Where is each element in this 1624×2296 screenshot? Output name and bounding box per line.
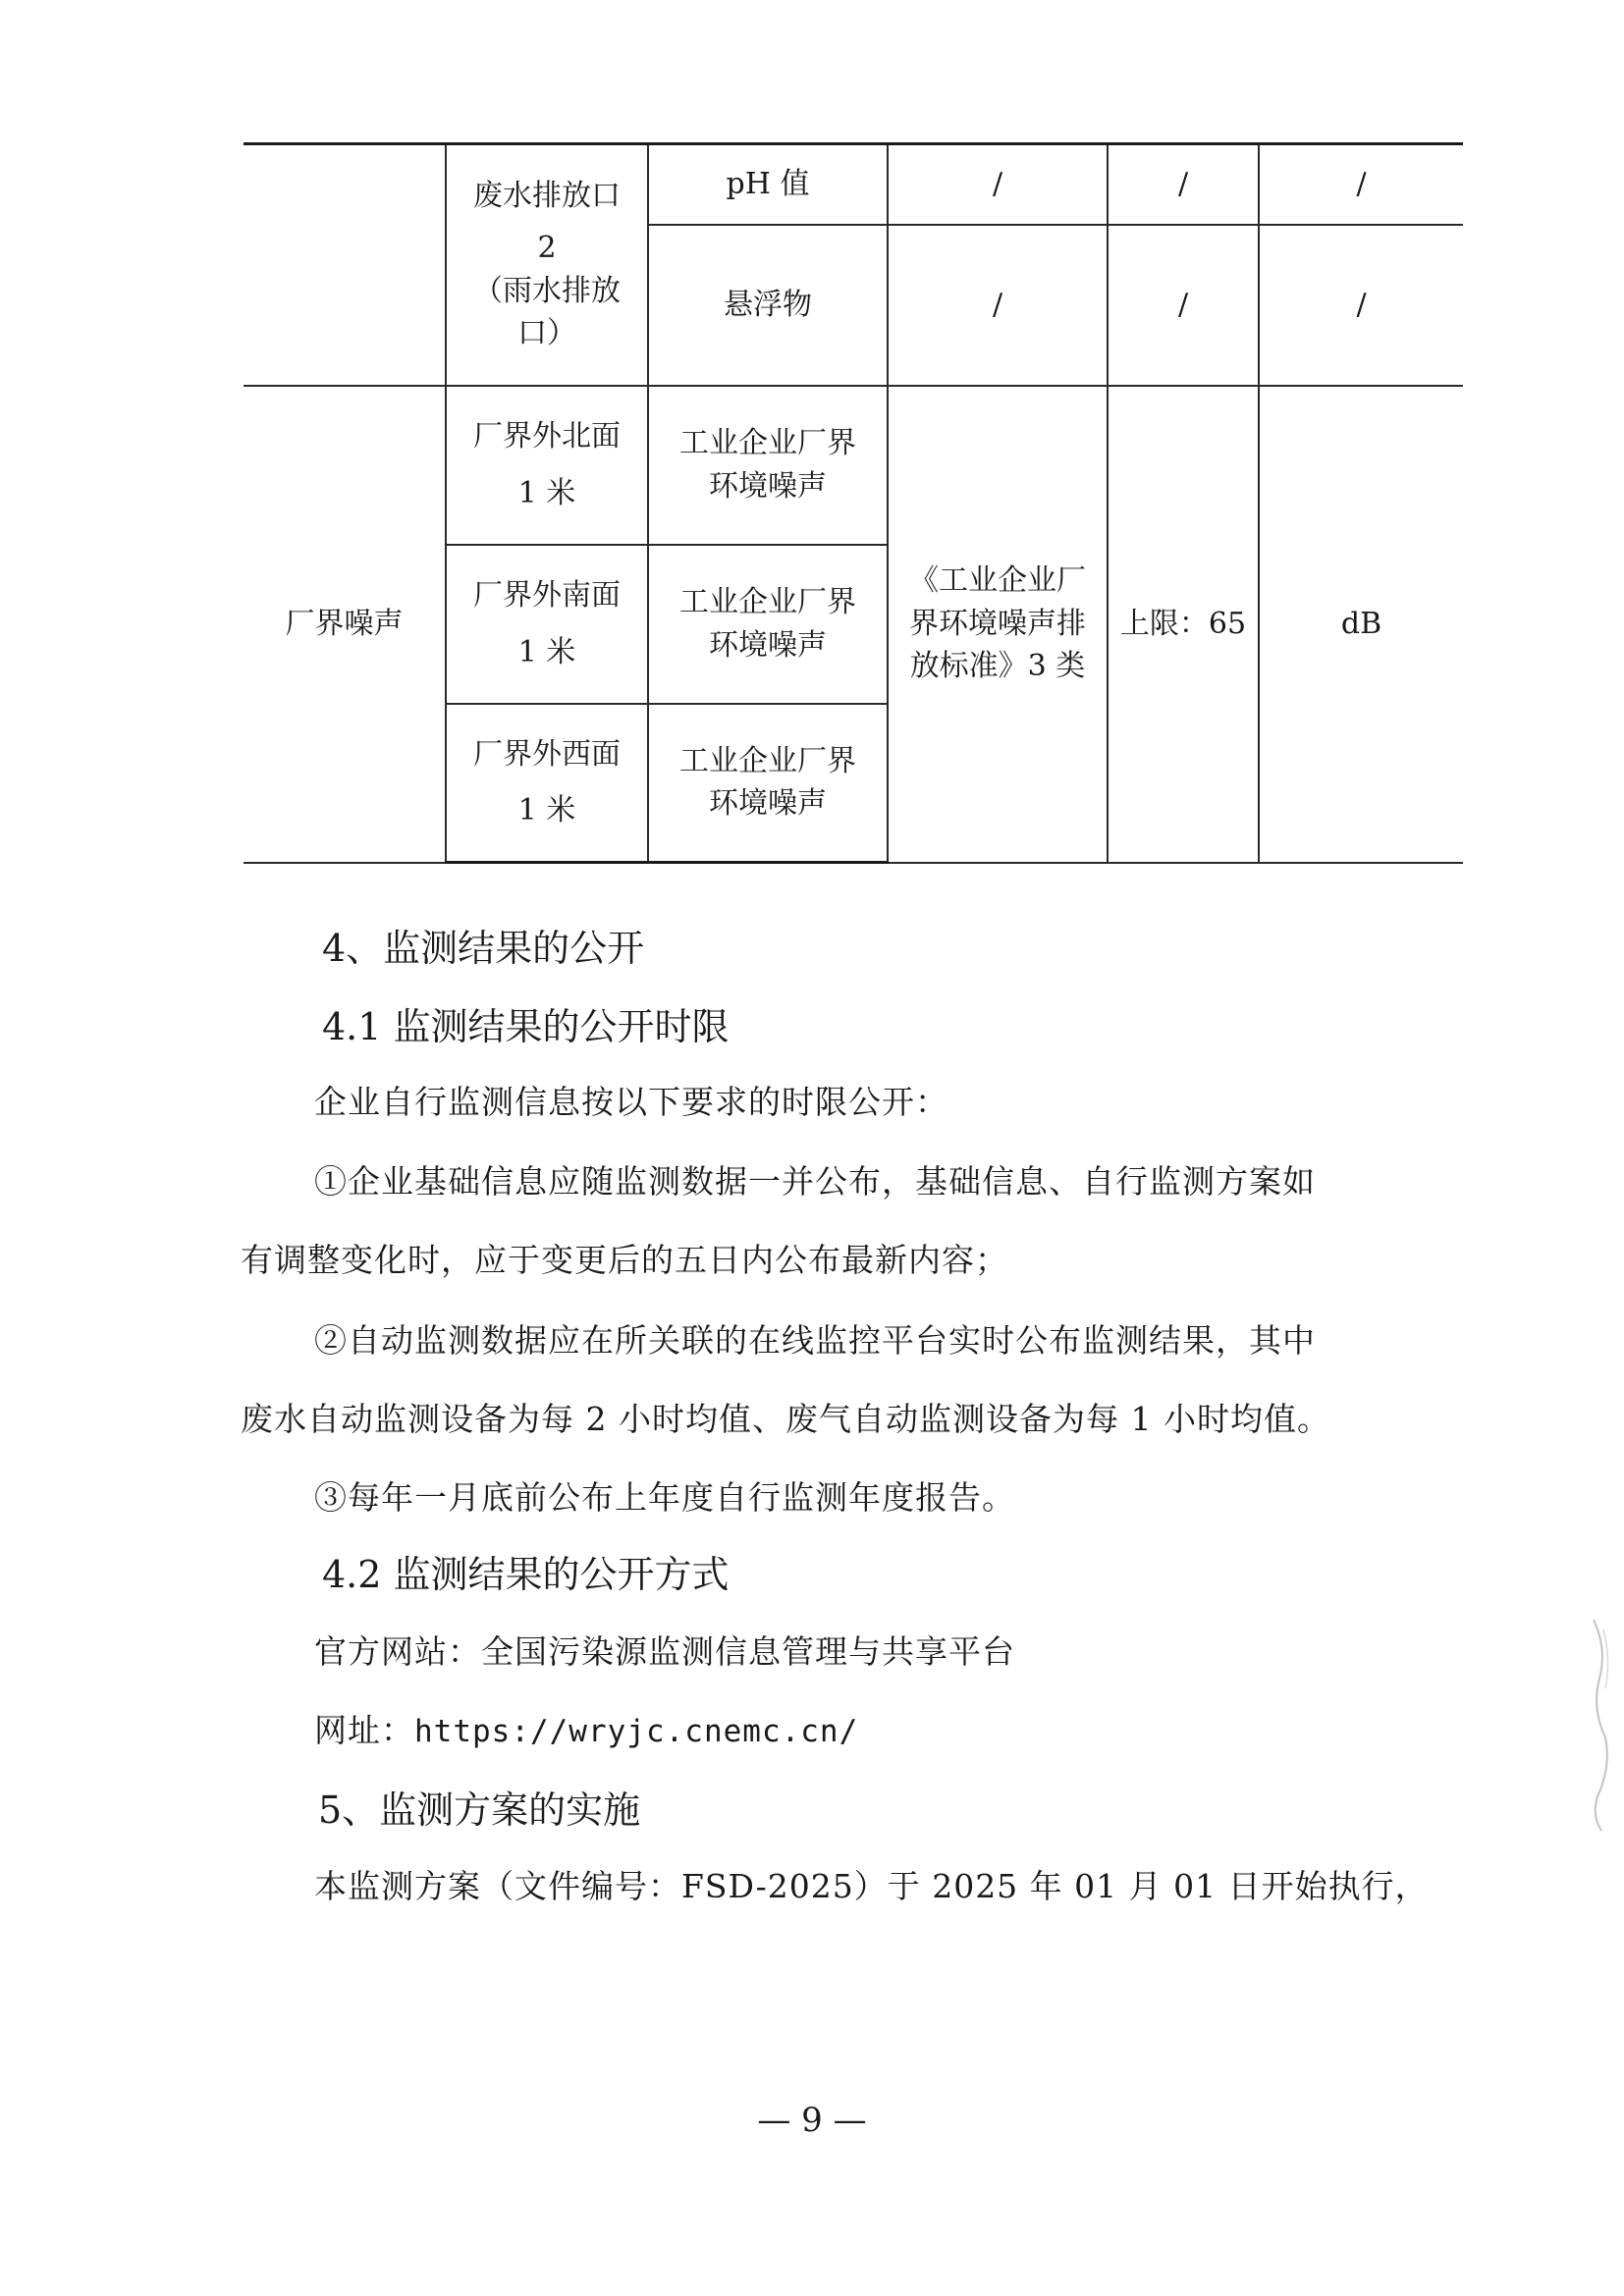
section-4-1-heading: 4.1 监测结果的公开时限 — [322, 1005, 730, 1048]
point-line: 厂界外西面 — [473, 736, 621, 772]
item-line: 环境噪声 — [709, 786, 827, 822]
item-line: 环境噪声 — [709, 468, 827, 504]
standard-line: 界环境噪声排 — [909, 606, 1086, 641]
item-line: 工业企业厂界 — [679, 426, 856, 460]
point-line: 1 米 — [517, 475, 576, 510]
section-5-heading: 5、监测方案的实施 — [318, 1789, 641, 1832]
outlet-cell — [446, 144, 648, 386]
limit-cell: / — [1108, 144, 1259, 225]
item-cell — [648, 545, 888, 704]
outlet-line: 废水排放口 — [473, 178, 621, 213]
item-cell — [648, 704, 888, 863]
point-line: 厂界外北面 — [473, 419, 621, 454]
rule-item-3: ③每年一月底前公布上年度自行监测年度报告。 — [314, 1478, 1015, 1517]
official-website-text: 官方网站：全国污染源监测信息管理与共享平台 — [314, 1632, 1015, 1671]
standard-cell: / — [888, 144, 1108, 225]
standard-line: 放标准》3 类 — [909, 649, 1086, 684]
outlet-line: （雨水排放 — [473, 273, 621, 308]
point-line: 厂界外南面 — [473, 578, 621, 613]
unit-cell: dB — [1259, 386, 1463, 863]
page-number: — 9 — — [757, 2101, 867, 2140]
item-line: 工业企业厂界 — [679, 585, 856, 619]
website-url-link[interactable]: https://wryjc.cnemc.cn/ — [414, 1714, 859, 1749]
item-cell: pH 值 — [648, 144, 888, 225]
item-line: 工业企业厂界 — [679, 743, 856, 778]
url-label: 网址： — [314, 1711, 414, 1749]
section-4-1-intro: 企业自行监测信息按以下要求的时限公开： — [314, 1083, 948, 1121]
limit-cell: / — [1108, 225, 1259, 386]
category-cell-blank — [244, 144, 446, 386]
url-line — [314, 1705, 858, 1751]
standard-line: 《工业企业厂 — [909, 563, 1086, 599]
item-line: 环境噪声 — [709, 627, 827, 663]
point-cell — [446, 545, 648, 704]
rule-item-2-line1: ②自动监测数据应在所关联的在线监控平台实时公布监测结果，其中 — [314, 1321, 1316, 1360]
section-5-text: 本监测方案（文件编号：FSD-2025）于 2025 年 01 月 01 日开始执行， — [314, 1867, 1429, 1905]
table-row — [244, 386, 1463, 545]
unit-cell: / — [1259, 225, 1463, 386]
section-4-heading: 4、监测结果的公开 — [322, 927, 645, 970]
point-line: 1 米 — [517, 793, 576, 828]
table-row — [244, 144, 1463, 225]
rule-item-2-line2: 废水自动监测设备为每 2 小时均值、废气自动监测设备为每 1 小时均值。 — [241, 1400, 1330, 1438]
rule-item-1-line2: 有调整变化时，应于变更后的五日内公布最新内容； — [241, 1241, 1008, 1279]
category-cell: 厂界噪声 — [244, 386, 446, 863]
outlet-line: 2 — [537, 231, 557, 266]
section-4-2-heading: 4.2 监测结果的公开方式 — [322, 1553, 730, 1596]
rule-item-1-line1: ①企业基础信息应随监测数据一并公布，基础信息、自行监测方案如 — [314, 1162, 1316, 1201]
point-cell — [446, 386, 648, 545]
scan-artifact-icon — [1586, 1610, 1615, 1836]
item-cell: 悬浮物 — [648, 225, 888, 386]
point-cell — [446, 704, 648, 863]
limit-cell: 上限：65 — [1108, 386, 1259, 863]
item-cell — [648, 386, 888, 545]
outlet-line: 口） — [517, 316, 576, 351]
point-line: 1 米 — [517, 634, 576, 669]
standard-cell: / — [888, 225, 1108, 386]
standard-cell — [888, 386, 1108, 863]
unit-cell: / — [1259, 144, 1463, 225]
monitoring-table — [244, 142, 1463, 864]
